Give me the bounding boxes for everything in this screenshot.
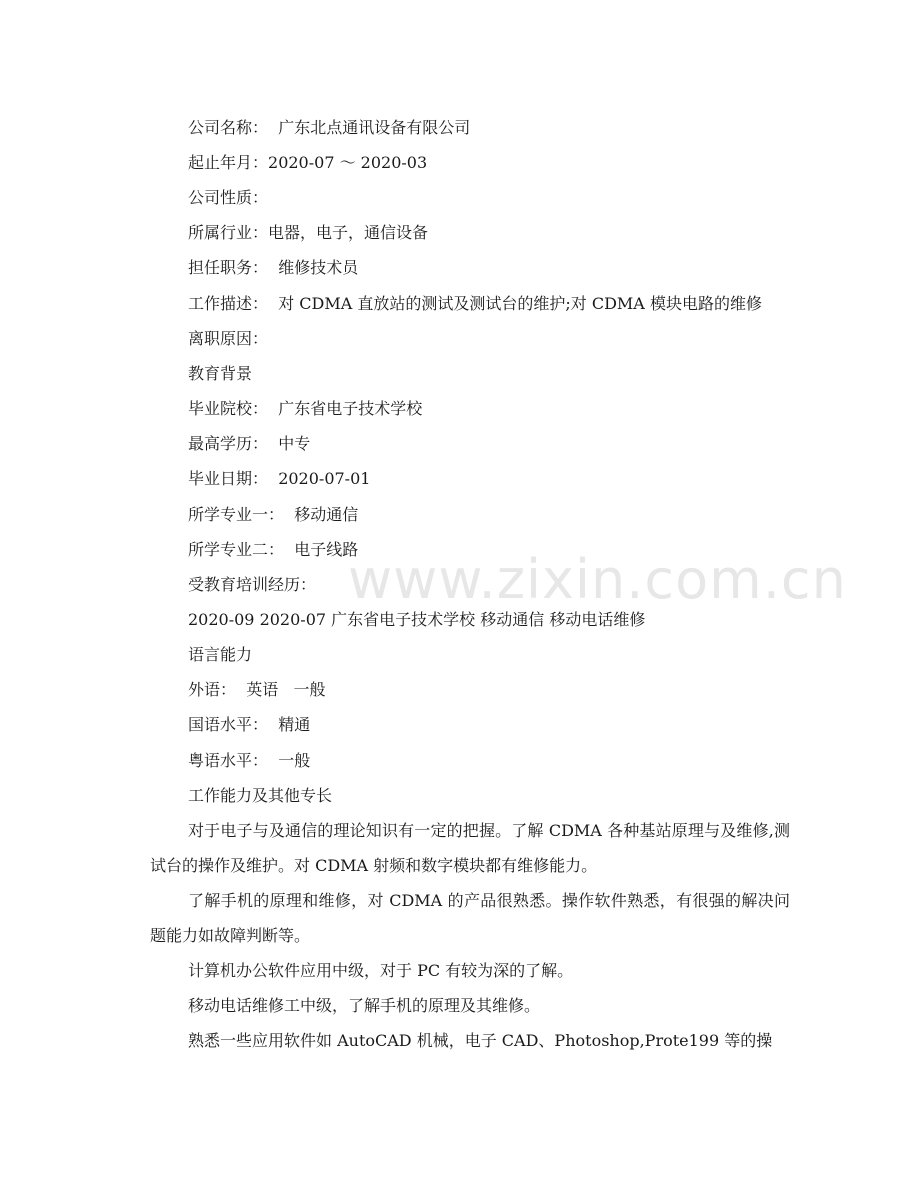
mandarin-label: 国语水平：	[188, 715, 269, 734]
cantonese-label: 粤语水平：	[188, 751, 269, 770]
degree-label: 最高学历：	[188, 434, 269, 453]
major1-label: 所学专业一：	[188, 505, 285, 524]
school-value: 广东省电子技术学校	[278, 399, 423, 418]
training-label: 受教育培训经历：	[188, 575, 317, 594]
description-row	[188, 294, 762, 314]
education-heading: 教育背景	[188, 364, 253, 383]
watermark: www.zixin.com.cn	[348, 548, 847, 611]
school-row	[188, 399, 422, 419]
cantonese-row	[188, 751, 310, 771]
major1-value: 移动通信	[294, 505, 359, 524]
grad-date-row	[188, 469, 370, 489]
grad-date-value: 2020-07-01	[278, 469, 371, 488]
foreign-language-label: 外语：	[188, 680, 237, 699]
major2-row	[188, 540, 358, 560]
skills-paragraph: 移动电话维修工中级，了解手机的原理及其维修。	[188, 996, 541, 1015]
training-entry: 2020-09 2020-07 广东省电子技术学校 移动通信 移动电话维修	[188, 610, 646, 629]
period-row	[188, 153, 427, 173]
degree-value: 中专	[278, 434, 311, 453]
period-label: 起止年月：	[188, 153, 269, 172]
skills-paragraph: 对于电子与及通信的理论知识有一定的把握。了解 CDMA 各种基站原理与及维修,测试台的操作及维护。对 CDMA 射频和数字模块都有维修能力。	[150, 821, 790, 875]
skills-paragraph: 了解手机的原理和维修，对 CDMA 的产品很熟悉。操作软件熟悉，有很强的解决问题能力如故障判断等。	[150, 891, 790, 945]
leave-reason-row	[188, 329, 268, 349]
mandarin-row	[188, 715, 310, 735]
industry-label: 所属行业：	[188, 223, 269, 242]
company-value: 广东北点通讯设备有限公司	[278, 118, 471, 137]
position-row	[188, 258, 358, 278]
position-label: 担任职务：	[188, 258, 269, 277]
major1-row	[188, 505, 358, 525]
nature-row	[188, 188, 268, 208]
foreign-language-value: 英语	[246, 680, 279, 699]
foreign-language-row	[188, 680, 325, 700]
nature-label: 公司性质：	[188, 188, 269, 207]
skills-heading: 工作能力及其他专长	[188, 786, 333, 805]
degree-row	[188, 434, 310, 454]
major2-label: 所学专业二：	[188, 540, 285, 559]
company-label: 公司名称：	[188, 118, 269, 137]
industry-row	[188, 223, 428, 243]
industry-value: 电器，电子，通信设备	[268, 223, 429, 242]
school-label: 毕业院校：	[188, 399, 269, 418]
language-heading: 语言能力	[188, 645, 253, 664]
skills-paragraph: 计算机办公软件应用中级，对于 PC 有较为深的了解。	[188, 961, 574, 980]
leave-reason-label: 离职原因：	[188, 329, 269, 348]
description-value: 对 CDMA 直放站的测试及测试台的维护;对 CDMA 模块电路的维修	[278, 294, 762, 313]
mandarin-value: 精通	[278, 715, 311, 734]
period-value: 2020-07 ～ 2020-03	[268, 153, 428, 172]
skills-paragraph: 熟悉一些应用软件如 AutoCAD 机械，电子 CAD、Photoshop,Prote199 等的操	[188, 1031, 773, 1050]
grad-date-label: 毕业日期：	[188, 469, 269, 488]
major2-value: 电子线路	[294, 540, 359, 559]
company-row	[188, 118, 470, 138]
position-value: 维修技术员	[278, 258, 359, 277]
foreign-language-level: 一般	[293, 680, 326, 699]
description-label: 工作描述：	[188, 294, 269, 313]
cantonese-value: 一般	[278, 751, 311, 770]
